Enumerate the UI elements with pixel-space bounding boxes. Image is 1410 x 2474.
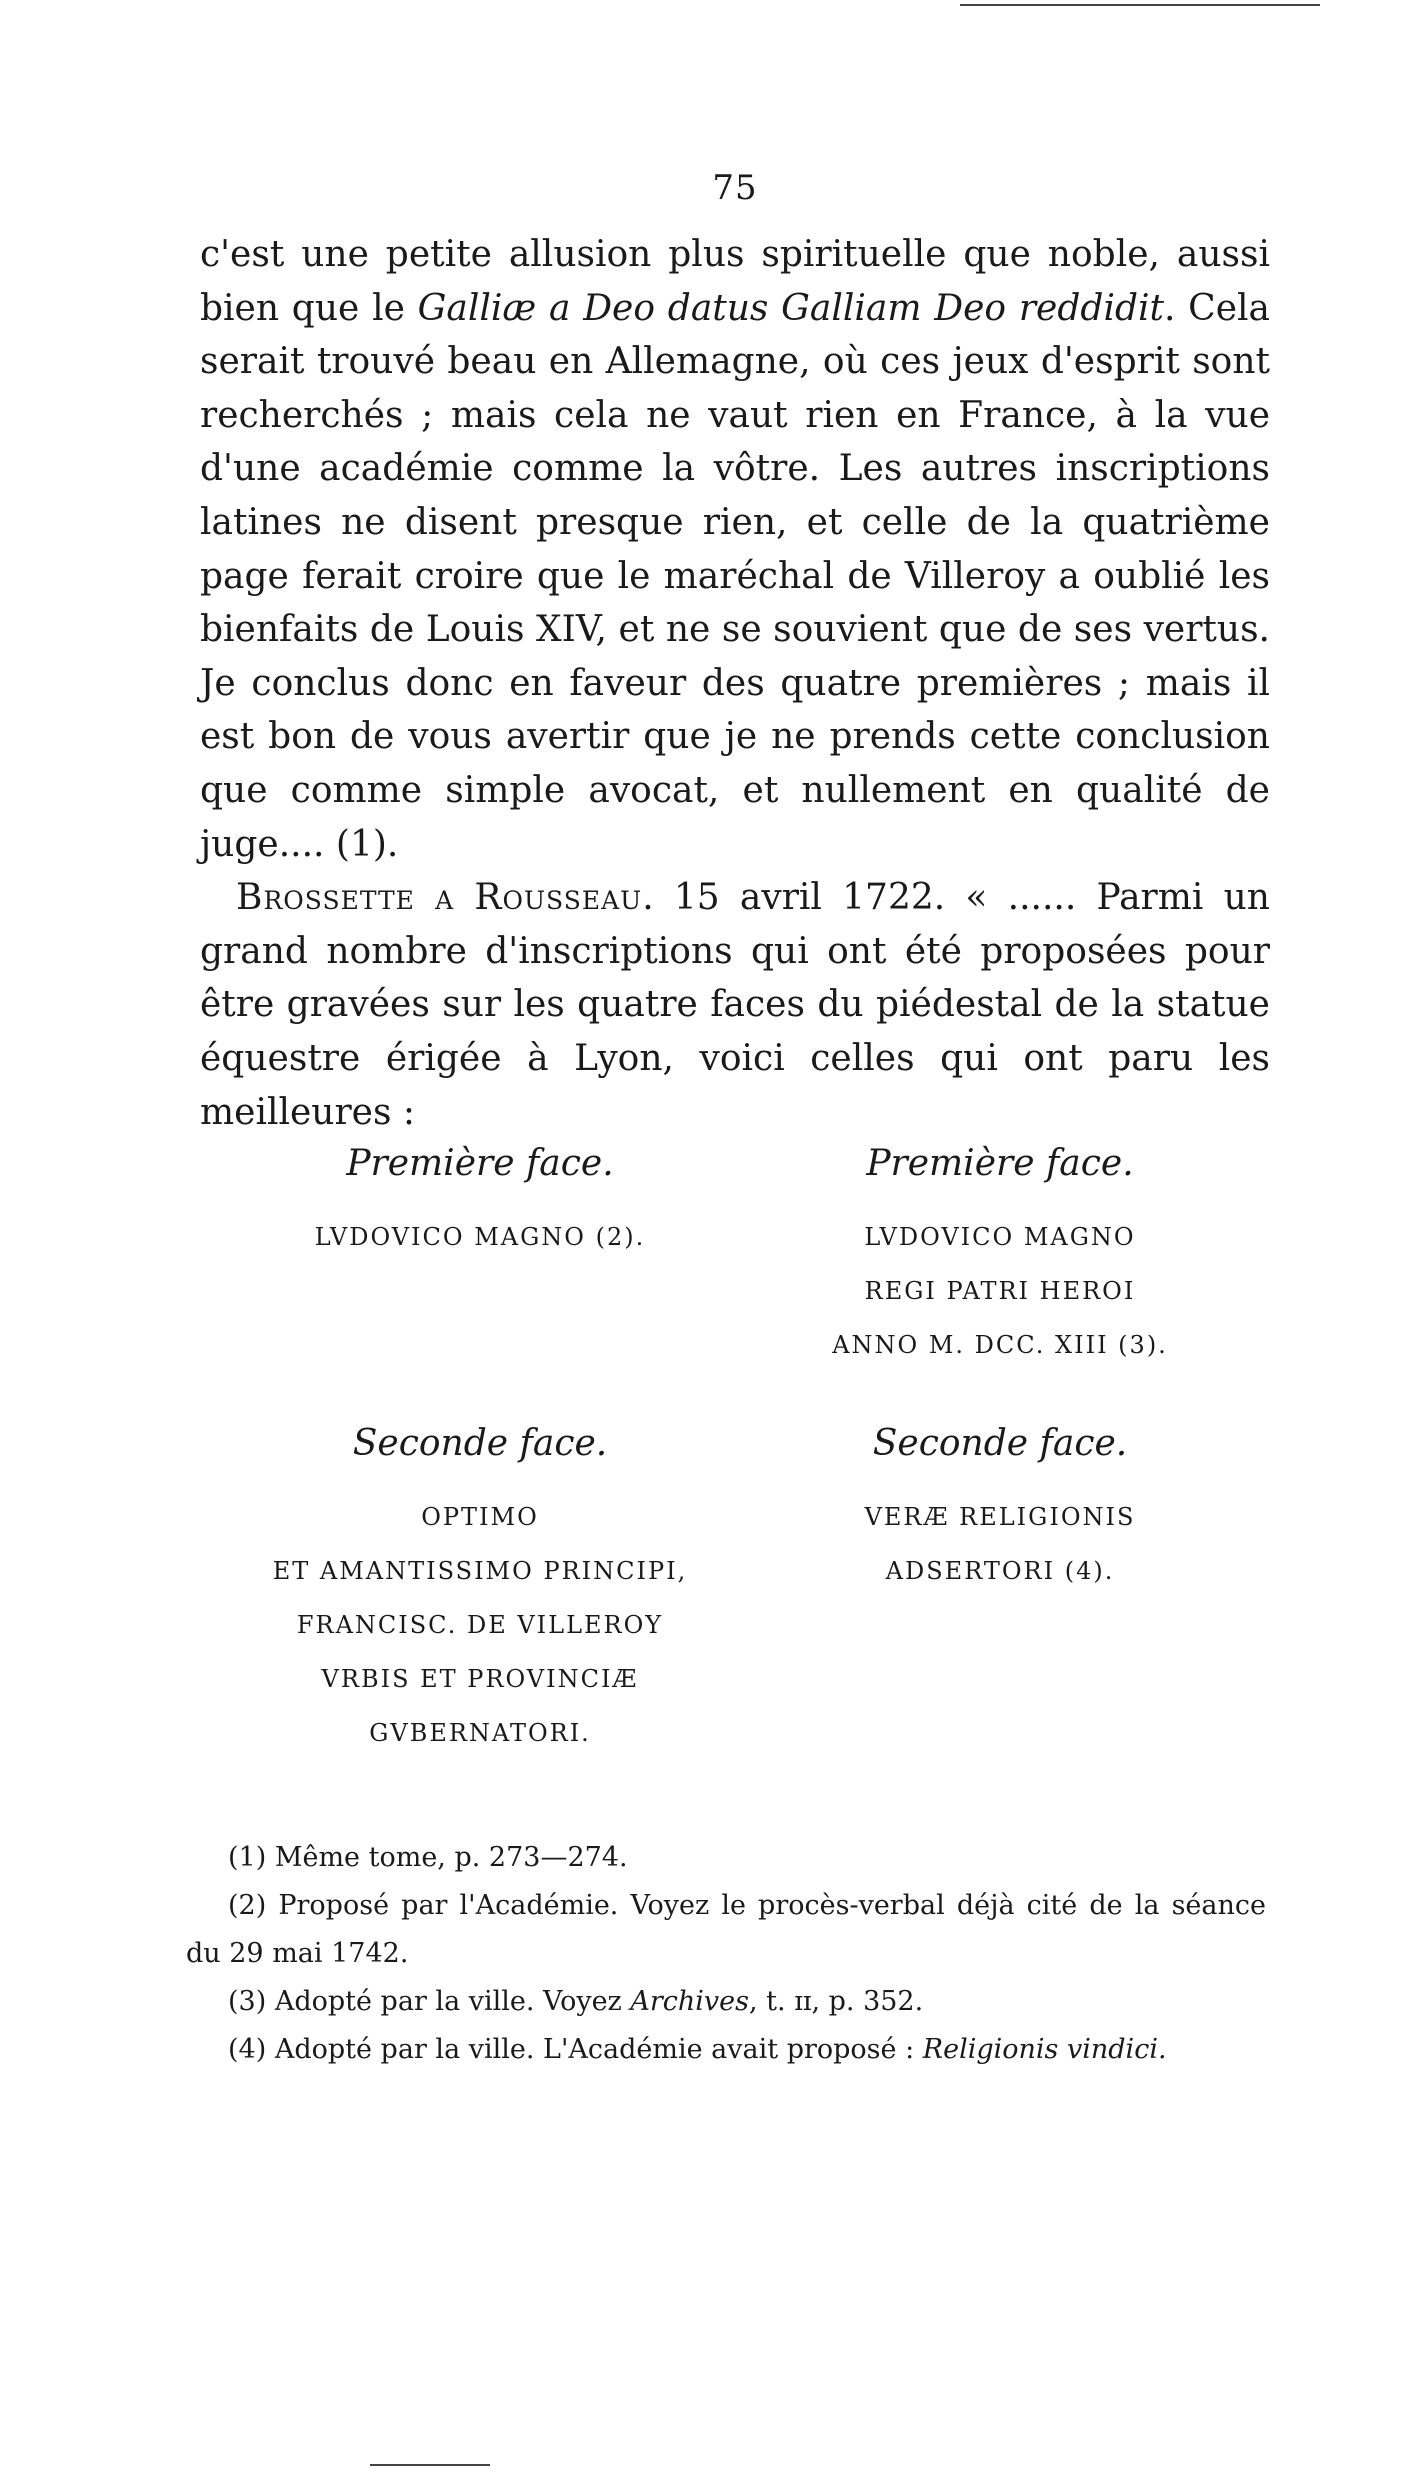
inscription-line: VRBIS ET PROVINCIÆ <box>321 1665 639 1693</box>
letter-author: Brossette <box>236 877 415 919</box>
face-title: Première face. <box>866 1143 1134 1184</box>
inscription-line: VERÆ RELIGIONIS <box>864 1503 1136 1531</box>
left-first-face <box>200 1140 760 1264</box>
face-title: Seconde face. <box>352 1423 608 1464</box>
right-first-face <box>720 1140 1280 1372</box>
footnote-4-text-a: (4) Adopté par la ville. L'Académie avait proposé : <box>228 2034 923 2065</box>
right-second-face <box>720 1420 1280 1598</box>
inscription-line: ANNO M. DCC. XIII (3). <box>832 1331 1168 1359</box>
paragraph-2 <box>200 871 1270 1139</box>
inscription-line: REGI PATRI HEROI <box>864 1277 1136 1305</box>
left-second-face <box>200 1420 760 1760</box>
bottom-rule <box>370 2464 490 2466</box>
footnote-3 <box>186 1978 1266 2026</box>
inscription-line: OPTIMO <box>421 1503 539 1531</box>
top-rule <box>960 4 1320 6</box>
footnote-3-archives: Archives <box>630 1986 750 2017</box>
footnote-3-text-a: (3) Adopté par la ville. Voyez <box>228 1986 631 2017</box>
inscription-line: ET AMANTISSIMO PRINCIPI, <box>272 1557 688 1585</box>
inscription-line: GVBERNATORI. <box>369 1719 591 1747</box>
inscription-line: LVDOVICO MAGNO <box>864 1223 1136 1251</box>
footnote-1: (1) Même tome, p. 273—274. <box>228 1842 628 1873</box>
face-title: Première face. <box>346 1143 614 1184</box>
paragraph-1 <box>200 228 1270 871</box>
letter-recipient: Rousseau <box>474 877 643 919</box>
footnotes <box>186 1834 1266 2074</box>
face-title: Seconde face. <box>872 1423 1128 1464</box>
footnote-2: (2) Proposé par l'Académie. Voyez le procès-verbal déjà cité de la séance du 29 mai 1742. <box>186 1890 1266 1969</box>
inscription-line: FRANCISC. DE VILLEROY <box>296 1611 664 1639</box>
page-number: 75 <box>712 168 758 208</box>
para2-text: . 15 avril 1722. « ...... Parmi un grand nombre d'inscriptions qui ont été proposées pour être gravées sur les quatre faces du piédestal de la statue équestre érigée à Lyon, voici celles qui ont paru les meilleures : <box>200 877 1270 1133</box>
inscription-line: ADSERTORI (4). <box>885 1557 1115 1585</box>
para1-latin-quote: Galliæ a Deo datus Galliam Deo reddidit <box>417 287 1164 329</box>
inscription-line: LVDOVICO MAGNO (2). <box>314 1223 646 1251</box>
footnote-4 <box>186 2026 1266 2074</box>
body-text <box>200 228 1270 1139</box>
footnote-4-latin: Religionis vindici. <box>922 2034 1167 2065</box>
para1-text-a: c'est une petite allusion plus spirituelle que noble, aussi bien que le <box>200 234 1270 329</box>
letter-conjunction: a <box>435 877 455 919</box>
footnote-3-text-b: , t. ɪɪ, p. 352. <box>749 1986 924 2017</box>
para1-text-b: . Cela serait trouvé beau en Allemagne, où ces jeux d'esprit sont recherchés ; mais cela ne vaut rien en France, à la vue d'une académie comme la vôtre. Les autres inscriptions latines ne disent presque rien, et celle de la quatrième page ferait croire que le maréchal de Villeroy a oublié les bienfaits de Louis XIV, et ne se souvient que de ses vertus. Je conclus donc en faveur des quatre premières ; mais il est bon de vous avertir que je ne prends cette conclusion que comme simple avocat, et nullement en qualité de juge.... (1). <box>200 287 1271 865</box>
